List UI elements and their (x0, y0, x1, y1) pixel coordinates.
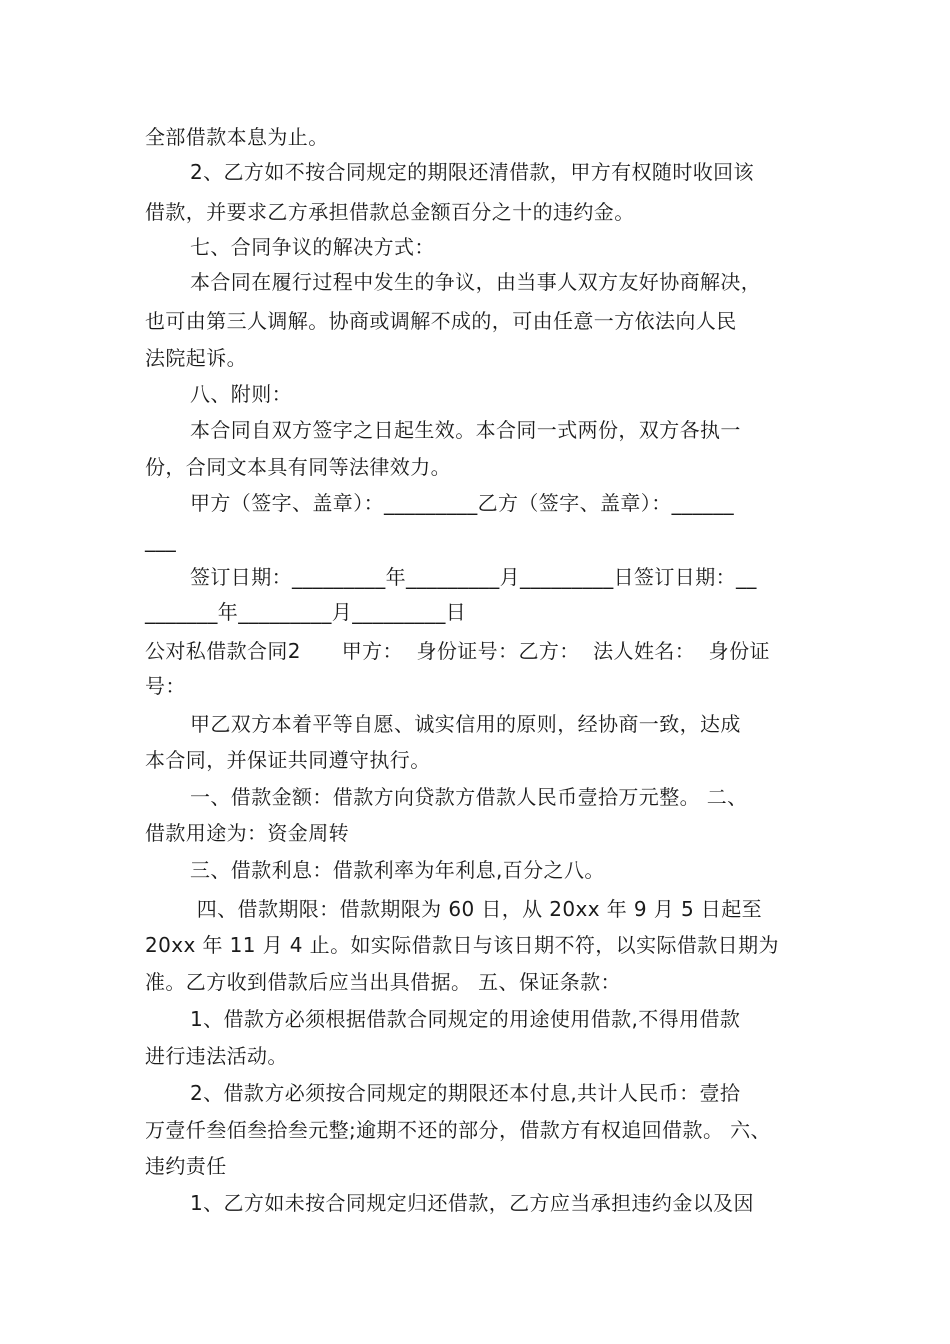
text-line: 进行违法活动。 (145, 1044, 288, 1068)
text-line: 2、借款方必须按合同规定的期限还本付息,共计人民币：壹拾 (190, 1081, 741, 1105)
text-line: 三、借款利息：借款利率为年利息,百分之八。 (190, 858, 605, 882)
text-line: 号： (145, 674, 186, 698)
text-line: 四、借款期限：借款期限为 60 日，从 20xx 年 9 月 5 日起至 (190, 897, 763, 921)
text-line: 本合同，并保证共同遵守执行。 (145, 748, 431, 772)
text-line: 2、乙方如不按合同规定的期限还清借款，甲方有权随时收回该 (190, 160, 754, 184)
text-line: 法院起诉。 (145, 346, 247, 370)
date-line: 签订日期：_________年_________月_________日签订日期：__ (190, 565, 757, 589)
text-line: 本合同在履行过程中发生的争议，由当事人双方友好协商解决， (190, 270, 762, 294)
text-line: 准。乙方收到借款后应当出具借据。 五、保证条款： (145, 970, 621, 994)
text-line: 也可由第三人调解。协商或调解不成的，可由任意一方依法向人民 (145, 309, 737, 333)
contract-title-line: 公对私借款合同2 甲方： 身份证号：乙方： 法人姓名： 身份证 (145, 639, 770, 663)
text-line: 一、借款金额：借款方向贷款方借款人民币壹拾万元整。 二、 (190, 785, 748, 809)
signature-line: 甲方（签字、盖章）：_________乙方（签字、盖章）：______ (190, 491, 734, 515)
text-line: 借款用途为：资金周转 (145, 821, 349, 845)
text-line: 1、借款方必须根据借款合同规定的用途使用借款,不得用借款 (190, 1007, 741, 1031)
text-line: 20xx 年 11 月 4 止。如实际借款日与该日期不符，以实际借款日期为 (145, 933, 779, 957)
text-line: 违约责任 (145, 1154, 227, 1178)
text-line: 甲乙双方本着平等自愿、诚实信用的原则，经协商一致，达成 (190, 712, 741, 736)
section-heading: 七、合同争议的解决方式： (190, 235, 435, 259)
text-line: 全部借款本息为止。 (145, 125, 329, 149)
section-heading: 八、附则： (190, 382, 292, 406)
text-line: 借款，并要求乙方承担借款总金额百分之十的违约金。 (145, 200, 635, 224)
text-line: 份，合同文本具有同等法律效力。 (145, 455, 451, 479)
date-line: _______年_________月_________日 (145, 600, 467, 624)
signature-line: ___ (145, 528, 177, 552)
text-line: 本合同自双方签字之日起生效。本合同一式两份，双方各执一 (190, 418, 741, 442)
text-line: 1、乙方如未按合同规定归还借款，乙方应当承担违约金以及因 (190, 1191, 754, 1215)
text-line: 万壹仟叁佰叁拾叁元整;逾期不还的部分，借款方有权追回借款。 六、 (145, 1118, 771, 1142)
